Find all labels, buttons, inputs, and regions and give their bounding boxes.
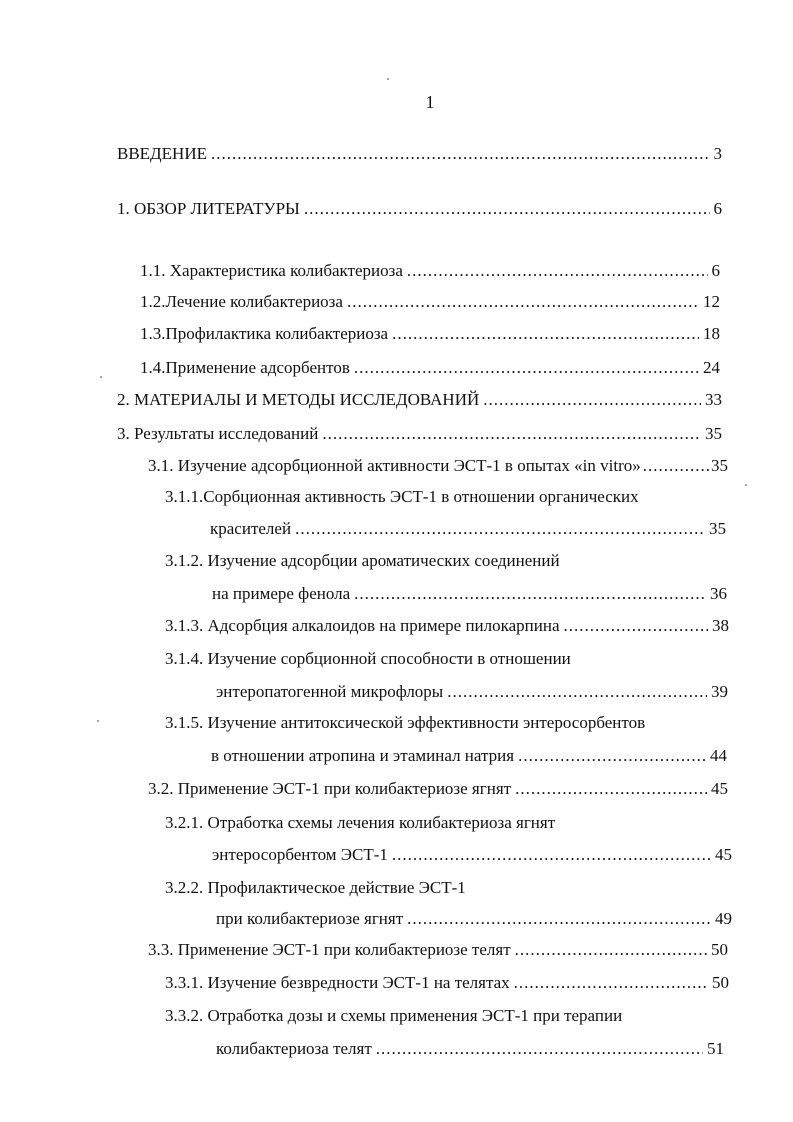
toc-entry-section-2: [117, 388, 722, 412]
leader-dots: [515, 777, 707, 801]
toc-title: 2. МАТЕРИАЛЫ И МЕТОДЫ ИССЛЕДОВАНИЙ: [117, 390, 480, 409]
toc-entry-intro: [117, 142, 722, 166]
toc-entry-1-2: [140, 290, 720, 314]
toc-entry-3-1-1: [210, 517, 726, 541]
toc-entry-3-3-1: [165, 971, 729, 995]
leader-dots: [392, 322, 699, 346]
toc-title: 3.3. Применение ЭСТ-1 при колибактериозе телят: [148, 940, 511, 959]
scan-speck: [100, 376, 102, 378]
toc-entry-3-3: [148, 938, 728, 962]
toc-page: 3: [713, 144, 722, 163]
leader-dots: [304, 197, 710, 221]
toc-entry-section-1: [117, 197, 722, 221]
toc-page: 50: [712, 973, 729, 992]
toc-entry-3-1: [148, 454, 728, 478]
toc-title: 1.2.Лечение колибактериоза: [140, 292, 343, 311]
toc-page: 35: [705, 424, 722, 443]
toc-entry-3-1-4-line1: 3.1.4. Изучение сорбционной способности в отношении: [165, 649, 571, 668]
toc-title: 1.1. Характеристика колибактериоза: [140, 261, 403, 280]
toc-page: 50: [711, 940, 728, 959]
leader-dots: [295, 517, 705, 541]
toc-page: 38: [712, 616, 729, 635]
toc-page: 18: [703, 324, 720, 343]
toc-page: 35: [709, 519, 726, 538]
toc-title: колибактериоза телят: [216, 1039, 372, 1058]
toc-page: 33: [705, 390, 722, 409]
toc-entry-3-1-1-line1: 3.1.1.Сорбционная активность ЭСТ-1 в отношении органических: [165, 487, 639, 506]
leader-dots: [514, 971, 708, 995]
toc-entry-3-2-1-line1: 3.2.1. Отработка схемы лечения колибактериоза ягнят: [165, 813, 556, 832]
toc-title: энтеропатогенной микрофлоры: [216, 682, 444, 701]
toc-title: при колибактериозе ягнят: [216, 909, 404, 928]
leader-dots: [392, 843, 711, 867]
scan-speck: [745, 484, 747, 486]
toc-entry-3-1-4: [216, 680, 728, 704]
toc-title: красителей: [210, 519, 292, 538]
toc-entry-3-2: [148, 777, 728, 801]
leader-dots: [447, 680, 707, 704]
toc-entry-3-1-2-line1: 3.1.2. Изучение адсорбции ароматических соединений: [165, 551, 560, 570]
toc-entry-3-3-2: [216, 1037, 724, 1061]
leader-dots: [211, 142, 710, 166]
leader-dots: [354, 582, 706, 606]
leader-dots: [643, 454, 709, 478]
toc-page: 49: [715, 909, 732, 928]
toc-entry-3-1-5-line1: 3.1.5. Изучение антитоксической эффективности энтеросорбентов: [165, 713, 646, 732]
toc-title: 3.3.1. Изучение безвредности ЭСТ-1 на телятах: [165, 973, 510, 992]
toc-entry-1-1: [140, 259, 720, 283]
toc-page: 36: [710, 584, 727, 603]
leader-dots: [483, 388, 701, 412]
toc-title: 1.3.Профилактика колибактериоза: [140, 324, 389, 343]
leader-dots: [354, 356, 699, 380]
toc-entry-3-1-5: [211, 744, 727, 768]
scan-speck: [97, 720, 99, 722]
toc-page: 45: [715, 845, 732, 864]
leader-dots: [518, 744, 706, 768]
toc-entry-3-1-2: [212, 582, 727, 606]
toc-title: в отношении атропина и этаминал натрия: [211, 746, 515, 765]
toc-entry-3-2-2: [216, 907, 732, 931]
toc-title: 1. ОБЗОР ЛИТЕРАТУРЫ: [117, 199, 300, 218]
leader-dots: [407, 259, 708, 283]
page-number: 1: [425, 92, 435, 112]
toc-page: 44: [710, 746, 727, 765]
toc-title: ВВЕДЕНИЕ: [117, 144, 207, 163]
toc-entry-1-4: [140, 356, 720, 380]
toc-page: 45: [711, 779, 728, 798]
toc-entry-3-2-2-line1: 3.2.2. Профилактическое действие ЭСТ-1: [165, 878, 466, 897]
leader-dots: [515, 938, 707, 962]
leader-dots: [407, 907, 711, 931]
toc-page: 6: [711, 261, 720, 280]
leader-dots: [322, 422, 701, 446]
toc-title: 3.1. Изучение адсорбционной активности ЭСТ-1 в опытах «in vitro»: [148, 456, 641, 475]
toc-page: 6: [713, 199, 722, 218]
toc-title: 3.1.3. Адсорбция алкалоидов на примере пилокарпина: [165, 616, 560, 635]
toc-title: 3.2. Применение ЭСТ-1 при колибактериозе ягнят: [148, 779, 512, 798]
leader-dots: [564, 614, 708, 638]
toc-page: 35: [711, 456, 728, 475]
toc-entry-3-2-1: [212, 843, 732, 867]
toc-entry-section-3: [117, 422, 722, 446]
toc-entry-3-3-2-line1: 3.3.2. Отработка дозы и схемы применения ЭСТ-1 при терапии: [165, 1006, 623, 1025]
toc-title: энтеросорбентом ЭСТ-1: [212, 845, 388, 864]
scan-speck: [387, 78, 389, 80]
toc-page: 39: [711, 682, 728, 701]
toc-title: на примере фенола: [212, 584, 351, 603]
toc-entry-3-1-3: [165, 614, 729, 638]
toc-page: 12: [703, 292, 720, 311]
leader-dots: [376, 1037, 703, 1061]
toc-page: 24: [703, 358, 720, 377]
toc-title: 1.4.Применение адсорбентов: [140, 358, 350, 377]
toc-title: 3. Результаты исследований: [117, 424, 319, 443]
leader-dots: [347, 290, 699, 314]
toc-page: 51: [707, 1039, 724, 1058]
toc-entry-1-3: [140, 322, 720, 346]
